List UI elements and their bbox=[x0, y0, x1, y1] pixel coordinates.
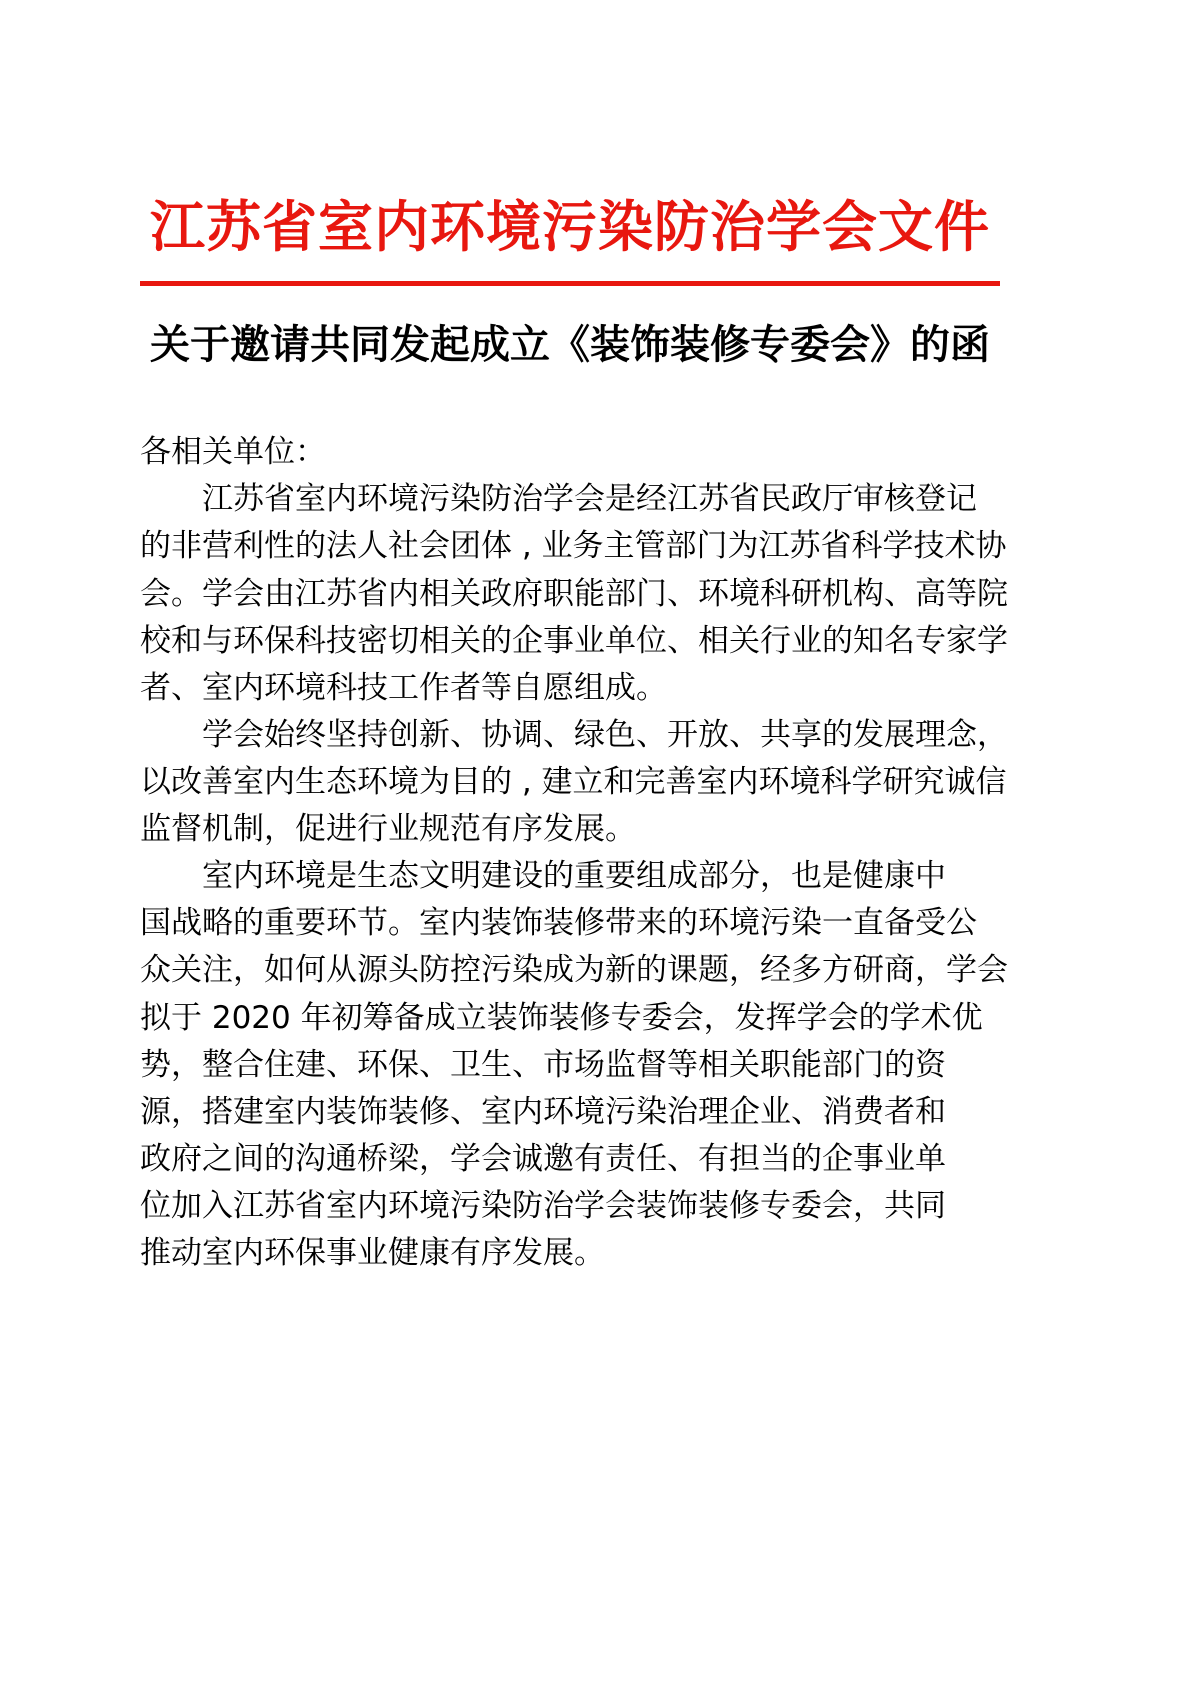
paragraph-line: 学会始终坚持创新、协调、绿色、开放、共享的发展理念， bbox=[202, 716, 1008, 753]
subject-title: 关于邀请共同发起成立《装饰装修专委会》的函 bbox=[150, 322, 990, 369]
masthead-title: 江苏省室内环境污染防治学会文件 bbox=[149, 195, 990, 259]
paragraph-2 bbox=[140, 712, 1008, 853]
paragraph-line: 势，整合住建、环保、卫生、市场监督等相关职能部门的资 bbox=[140, 1046, 946, 1083]
paragraph-line: 监督机制，促进行业规范有序发展。 bbox=[140, 811, 636, 848]
paragraph-line: 者、室内环境科技工作者等自愿组成。 bbox=[140, 669, 667, 706]
paragraph-line: 室内环境是生态文明建设的重要组成部分，也是健康中 bbox=[202, 858, 946, 895]
paragraph-line: 众关注，如何从源头防控污染成为新的课题，经多方研商，学会 bbox=[140, 952, 1008, 989]
paragraph-line: 的非营利性的法人社会团体 , 业务主管部门为江苏省科学技术协 bbox=[140, 528, 1007, 565]
masthead-divider bbox=[140, 281, 1000, 286]
paragraph-line: 推动室内环保事业健康有序发展。 bbox=[140, 1235, 605, 1272]
paragraph-line: 会。学会由江苏省内相关政府职能部门、环境科研机构、高等院 bbox=[140, 575, 1008, 612]
salutation: 各相关单位： bbox=[140, 434, 326, 471]
paragraph-line: 国战略的重要环节。室内装饰装修带来的环境污染一直备受公 bbox=[140, 905, 977, 942]
paragraph-line: 江苏省室内环境污染防治学会是经江苏省民政厅审核登记 bbox=[202, 481, 977, 518]
document-body bbox=[140, 0, 1008, 1277]
paragraph-3 bbox=[140, 853, 1008, 1277]
paragraph-line: 校和与环保科技密切相关的企事业单位、相关行业的知名专家学 bbox=[140, 622, 1008, 659]
paragraph-line: 源，搭建室内装饰装修、室内环境污染治理企业、消费者和 bbox=[140, 1093, 946, 1130]
paragraph-1 bbox=[140, 476, 1008, 712]
paragraph-line: 以改善室内生态环境为目的 , 建立和完善室内环境科学研究诚信 bbox=[140, 763, 1007, 800]
paragraph-line: 拟于 2020 年初筹备成立装饰装修专委会，发挥学会的学术优 bbox=[140, 999, 983, 1036]
paragraph-line: 位加入江苏省室内环境污染防治学会装饰装修专委会，共同 bbox=[140, 1187, 946, 1224]
paragraph-line: 政府之间的沟通桥梁，学会诚邀有责任、有担当的企事业单 bbox=[140, 1140, 946, 1177]
